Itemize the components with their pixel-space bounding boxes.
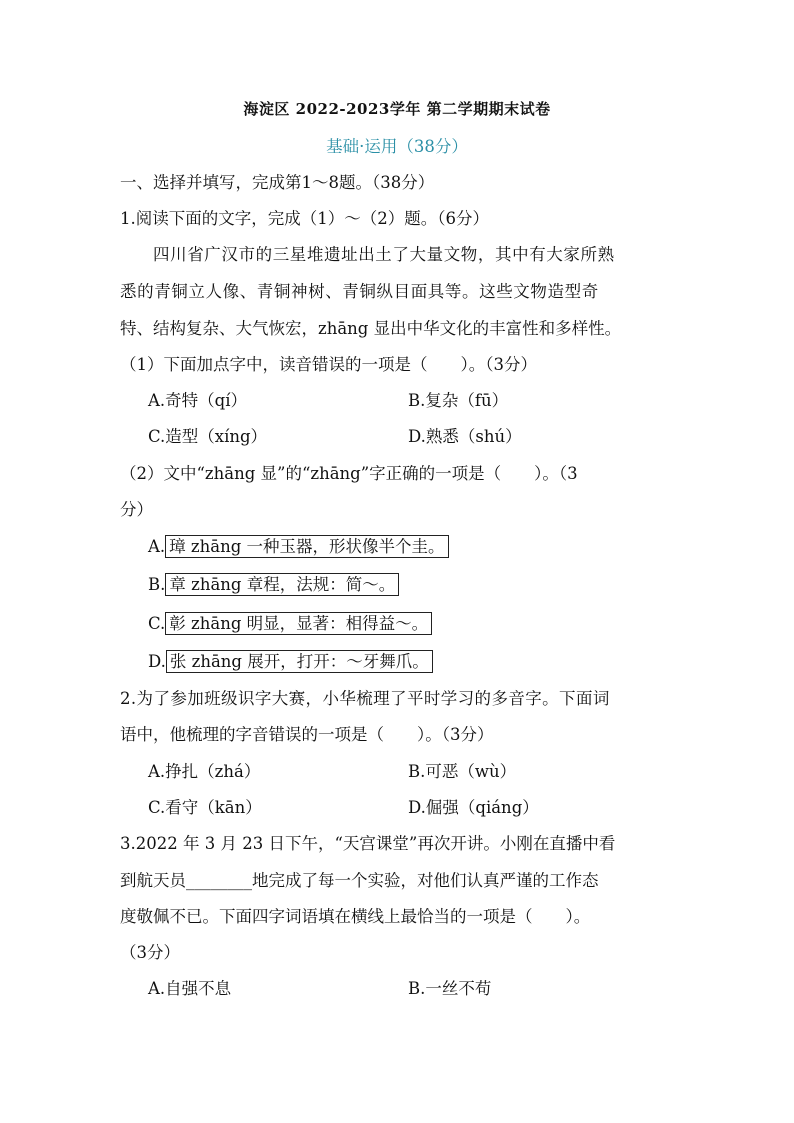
q1-sub1-option-c[interactable]: C.造型（xíng） [148, 427, 268, 446]
q1-passage-line-2: 悉的青铜立人像、青铜神树、青铜纵目面具等。这些文物造型奇 [120, 282, 599, 301]
q1-sub2-option-d[interactable] [148, 651, 433, 673]
option-boxed-text: 张 zhāng 展开，打开：～牙舞爪。 [166, 650, 433, 673]
q2-option-d[interactable]: D.倔强（qiáng） [408, 798, 539, 817]
exam-title: 海淀区 2022-2023学年 第二学期期末试卷 [243, 100, 551, 118]
q1-sub1-option-b[interactable]: B.复杂（fū） [408, 391, 509, 410]
q1-sub1-stem: （1）下面加点字中，读音错误的一项是（ ）。（3分） [120, 355, 537, 374]
option-boxed-text: 章 zhāng 章程，法规：简～。 [165, 573, 399, 596]
q1-sub2-stem-line-1: （2）文中“zhāng 显”的“zhāng”字正确的一项是（ ）。（3 [120, 464, 578, 483]
option-boxed-text: 彰 zhāng 明显，显著：相得益～。 [165, 612, 432, 635]
q1-sub2-option-c[interactable] [148, 613, 432, 635]
q1-passage-line-1: 四川省广汉市的三星堆遗址出土了大量文物，其中有大家所熟 [153, 245, 615, 264]
q1-sub2-stem-line-2: 分） [120, 500, 153, 519]
option-letter: C. [148, 614, 166, 633]
option-letter: D. [148, 652, 166, 671]
q2-option-c[interactable]: C.看守（kān） [148, 798, 262, 817]
q3-option-b[interactable]: B.一丝不苟 [408, 979, 492, 998]
section-subtitle: 基础·运用（38分） [326, 137, 468, 156]
option-letter: B. [148, 575, 166, 594]
q3-option-a[interactable]: A.自强不息 [148, 979, 232, 998]
q2-stem-line-1: 2.为了参加班级识字大赛，小华梳理了平时学习的多音字。下面词 [120, 689, 610, 708]
q3-stem-line-1: 3.2022 年 3 月 23 日下午，“天宫课堂”再次开讲。小刚在直播中看 [120, 834, 616, 853]
q3-stem-line-2: 到航天员________地完成了每一个实验，对他们认真严谨的工作态 [120, 871, 599, 890]
option-boxed-text: 璋 zhāng 一种玉器，形状像半个圭。 [165, 535, 448, 558]
q1-passage-line-3: 特、结构复杂、大气恢宏，zhāng 显出中华文化的丰富性和多样性。 [120, 319, 622, 338]
q1-sub2-option-b[interactable] [148, 574, 399, 596]
q3-stem-line-3: 度敬佩不已。下面四字词语填在横线上最恰当的一项是（ ）。 [120, 907, 591, 926]
section-heading: 一、选择并填写，完成第1～8题。（38分） [120, 173, 435, 192]
q2-stem-line-2: 语中，他梳理的字音错误的一项是（ ）。（3分） [120, 725, 494, 744]
q1-stem: 1.阅读下面的文字，完成（1）～（2）题。（6分） [120, 209, 489, 228]
q2-option-b[interactable]: B.可恶（wù） [408, 762, 517, 781]
q3-stem-line-4: （3分） [120, 943, 180, 962]
q1-sub1-option-d[interactable]: D.熟悉（shú） [408, 427, 522, 446]
q1-sub1-option-a[interactable]: A.奇特（qí） [148, 391, 247, 410]
q2-option-a[interactable]: A.挣扎（zhá） [148, 762, 261, 781]
q1-sub2-option-a[interactable] [148, 536, 449, 558]
option-letter: A. [148, 537, 166, 556]
